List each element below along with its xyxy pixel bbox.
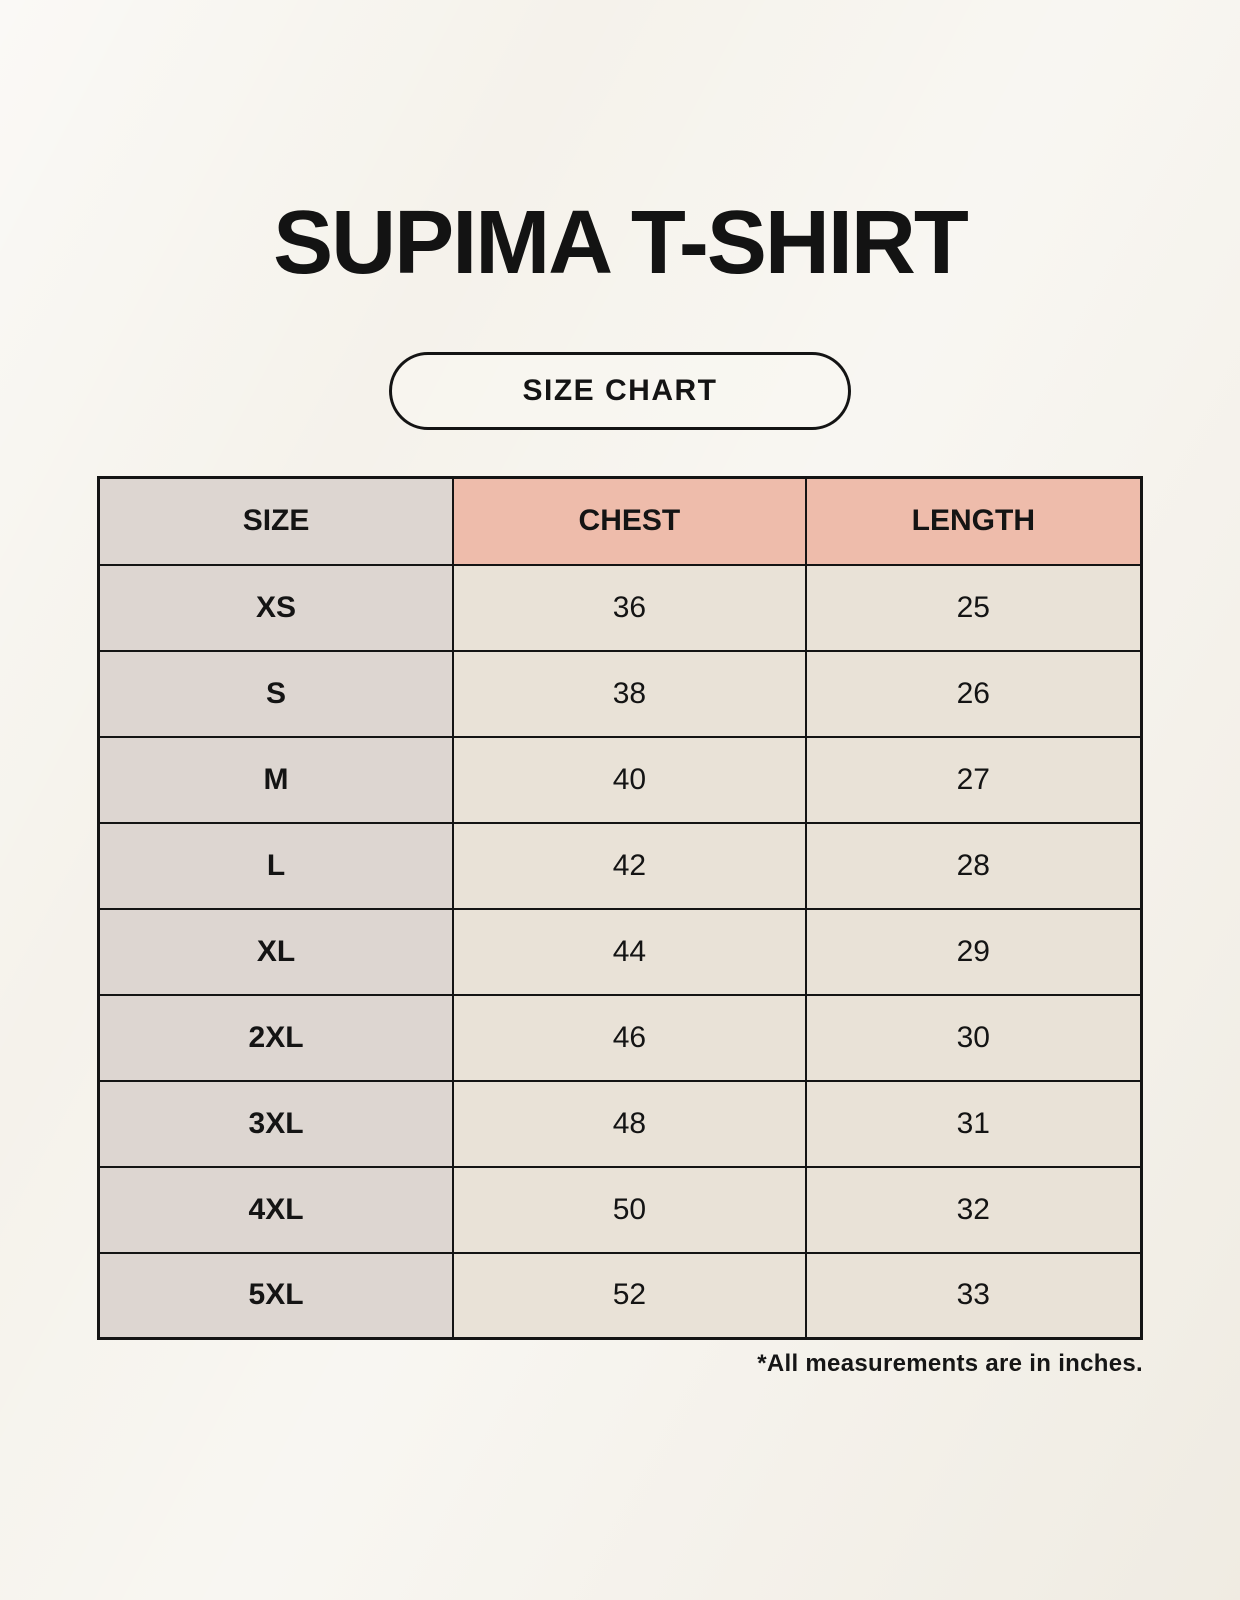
length-cell: 25: [806, 565, 1142, 651]
size-cell: L: [99, 823, 454, 909]
size-cell: 3XL: [99, 1081, 454, 1167]
chest-cell: 40: [453, 737, 806, 823]
length-cell: 33: [806, 1253, 1142, 1339]
length-cell: 31: [806, 1081, 1142, 1167]
column-header-size: SIZE: [99, 478, 454, 565]
size-cell: M: [99, 737, 454, 823]
size-cell: 5XL: [99, 1253, 454, 1339]
length-cell: 30: [806, 995, 1142, 1081]
page-title: SUPIMA T-SHIRT: [273, 193, 967, 293]
length-cell: 29: [806, 909, 1142, 995]
size-chart-table-container: [97, 476, 1143, 1340]
column-header-length: LENGTH: [806, 478, 1142, 565]
measurements-footnote: *All measurements are in inches.: [757, 1350, 1143, 1377]
table-header-row: [99, 478, 1142, 565]
table-row: [99, 565, 1142, 651]
chest-cell: 38: [453, 651, 806, 737]
chest-cell: 50: [453, 1167, 806, 1253]
table-row: [99, 1081, 1142, 1167]
table-row: [99, 1167, 1142, 1253]
size-cell: XL: [99, 909, 454, 995]
table-row: [99, 651, 1142, 737]
size-cell: XS: [99, 565, 454, 651]
table-row: [99, 737, 1142, 823]
chest-cell: 36: [453, 565, 806, 651]
length-cell: 32: [806, 1167, 1142, 1253]
table-row: [99, 995, 1142, 1081]
size-chart-button[interactable]: SIZE CHART: [389, 352, 851, 430]
table-row: [99, 823, 1142, 909]
length-cell: 27: [806, 737, 1142, 823]
chest-cell: 42: [453, 823, 806, 909]
table-row: [99, 909, 1142, 995]
size-chart-button-container: [0, 352, 1240, 430]
size-chart-table: [97, 476, 1143, 1340]
chest-cell: 46: [453, 995, 806, 1081]
size-cell: 4XL: [99, 1167, 454, 1253]
size-cell: 2XL: [99, 995, 454, 1081]
chest-cell: 48: [453, 1081, 806, 1167]
length-cell: 28: [806, 823, 1142, 909]
chest-cell: 44: [453, 909, 806, 995]
length-cell: 26: [806, 651, 1142, 737]
column-header-chest: CHEST: [453, 478, 806, 565]
table-row: [99, 1253, 1142, 1339]
chest-cell: 52: [453, 1253, 806, 1339]
size-cell: S: [99, 651, 454, 737]
